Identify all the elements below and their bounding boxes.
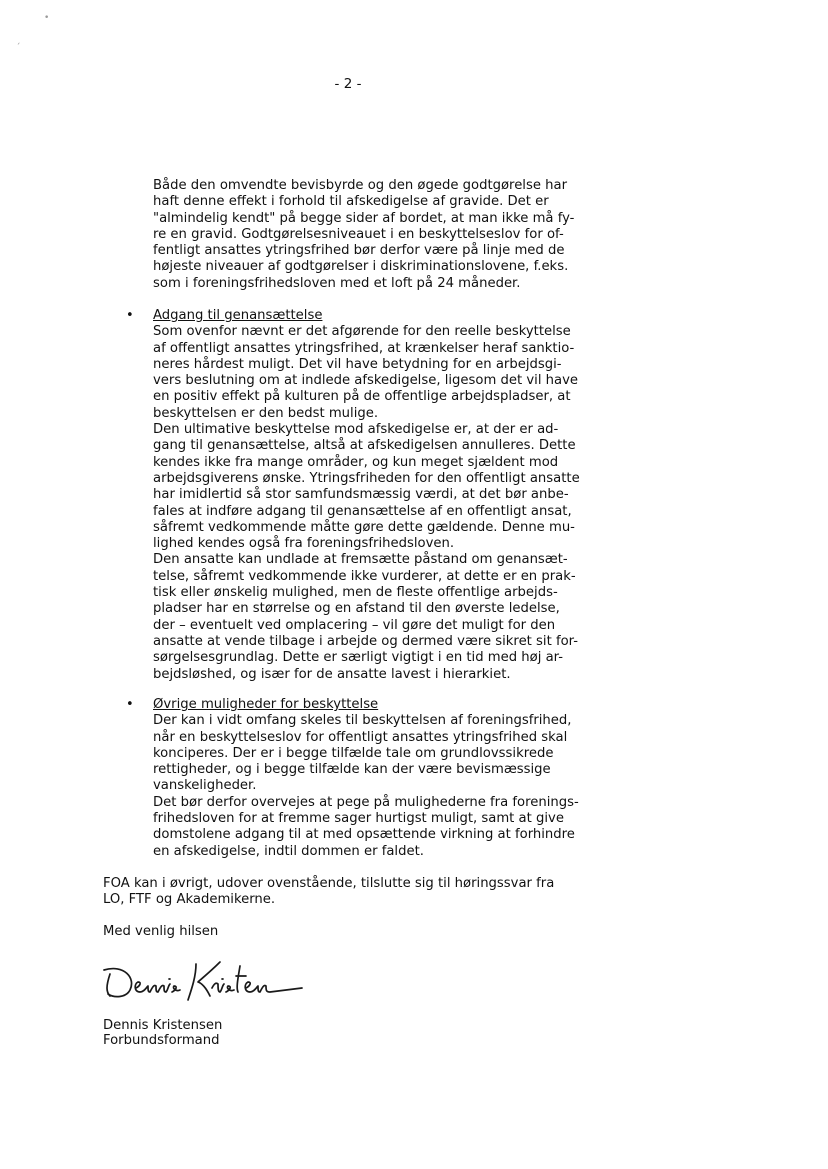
signer-title: Forbundsformand [103, 1033, 220, 1048]
text-line: rettigheder, og i begge tilfælde kan der være bevismæssige [153, 762, 551, 778]
text-line: Både den omvendte bevisbyrde og den øgede godtgørelse har [153, 178, 568, 193]
bullet-title: Øvrige muligheder for beskyttelse [153, 697, 379, 712]
intro-paragraph [153, 178, 593, 292]
text-line: Det bør derfor overvejes at pege på mulighederne fra forenings- [153, 794, 579, 810]
text-line: af offentligt ansattes ytringsfrihed, at krænkelser heraf sanktio- [153, 340, 575, 356]
bullet-body [153, 308, 603, 683]
text-line: har imidlertid så stor samfundsmæssig værdi, at det bør anbe- [153, 487, 569, 503]
text-line: pladser har en størrelse og en afstand til den øverste ledelse, [153, 601, 560, 617]
text-line: lighed kendes også fra foreningsfrihedsloven. [153, 536, 455, 552]
text-line: bejdsløshed, og især for de ansatte lavest i hierarkiet. [153, 666, 511, 682]
text-line: sørgelsesgrundlag. Dette er særligt vigtigt i en tid med høj ar- [153, 650, 564, 666]
text-line: LO, FTF og Akademikerne. [103, 892, 276, 908]
text-line: konciperes. Der er i begge tilfælde tale om grundlovssikrede [153, 745, 554, 761]
text-line: Der kan i vidt omfang skeles til beskyttelsen af foreningsfrihed, [153, 713, 572, 729]
scan-speck: ˊ [16, 43, 21, 53]
text-line: ansatte at vende tilbage i arbejde og dermed være sikret sit for- [153, 633, 578, 649]
text-line: kendes ikke fra mange områder, og kun meget sjældent mod [153, 454, 559, 470]
scan-speck: • [44, 13, 50, 23]
text-line: Som ovenfor nævnt er det afgørende for den reelle beskyttelse [153, 324, 571, 340]
text-line: beskyttelsen er den bedst mulige. [153, 405, 379, 421]
bullet-body [153, 697, 603, 860]
text-line: FOA kan i øvrigt, udover ovenstående, tilslutte sig til høringssvar fra [103, 876, 555, 891]
signer-name: Dennis Kristensen [103, 1018, 223, 1033]
handwritten-signature [96, 952, 316, 1004]
greeting: Med venlig hilsen [103, 924, 219, 939]
text-line: gang til genansættelse, altså at afskedigelsen annulleres. Dette [153, 438, 576, 454]
bullet-icon: • [126, 697, 134, 712]
text-line: en positiv effekt på kulturen på de offentlige arbejdspladser, at [153, 389, 571, 405]
text-line: Den ultimative beskyttelse mod afskedigelse er, at der er ad- [153, 422, 559, 438]
text-line: re en gravid. Godtgørelsesniveauet i en beskyttelseslov for of- [153, 226, 564, 242]
text-line: arbejdsgiverens ønske. Ytringsfriheden for den offentligt ansatte [153, 470, 580, 486]
text-line: "almindelig kendt" på begge sider af bordet, at man ikke må fy- [153, 210, 575, 226]
bullet-title: Adgang til genansættelse [153, 308, 323, 323]
text-line: fentligt ansattes ytringsfrihed bør derfor være på linje med de [153, 243, 565, 259]
text-line: en afskedigelse, indtil dommen er faldet. [153, 843, 424, 859]
text-line: fales at indføre adgang til genansættelse af en offentligt ansat, [153, 503, 572, 519]
page-number: - 2 - [334, 76, 362, 92]
text-line: telse, såfremt vedkommende ikke vurderer, at dette er en prak- [153, 568, 576, 584]
text-line: højeste niveauer af godtgørelser i diskriminationslovene, f.eks. [153, 259, 569, 275]
text-line: haft denne effekt i forhold til afskedigelse af gravide. Det er [153, 194, 549, 210]
text-line: neres hårdest muligt. Det vil have betydning for en arbejdsgi- [153, 356, 562, 372]
text-line: såfremt vedkommende måtte gøre dette gældende. Denne mu- [153, 519, 575, 535]
text-line: Den ansatte kan undlade at fremsætte påstand om genansæt- [153, 552, 568, 568]
text-line: vanskeligheder. [153, 778, 257, 794]
text-line: der – eventuelt ved omplacering – vil gøre det muligt for den [153, 617, 556, 633]
text-line: når en beskyttelseslov for offentligt ansattes ytringsfrihed skal [153, 729, 568, 745]
text-line: frihedsloven for at fremme sager hurtigst muligt, samt at give [153, 811, 564, 827]
text-line: tisk eller ønskelig mulighed, men de fleste offentlige arbejds- [153, 585, 558, 601]
text-line: domstolene adgang til at med opsættende virkning at forhindre [153, 827, 575, 843]
text-line: som i foreningsfrihedsloven med et loft på 24 måneder. [153, 275, 521, 291]
bullet-icon: • [126, 308, 134, 323]
text-line: vers beslutning om at indlede afskedigelse, ligesom det vil have [153, 373, 579, 389]
closing-paragraph [103, 876, 623, 909]
